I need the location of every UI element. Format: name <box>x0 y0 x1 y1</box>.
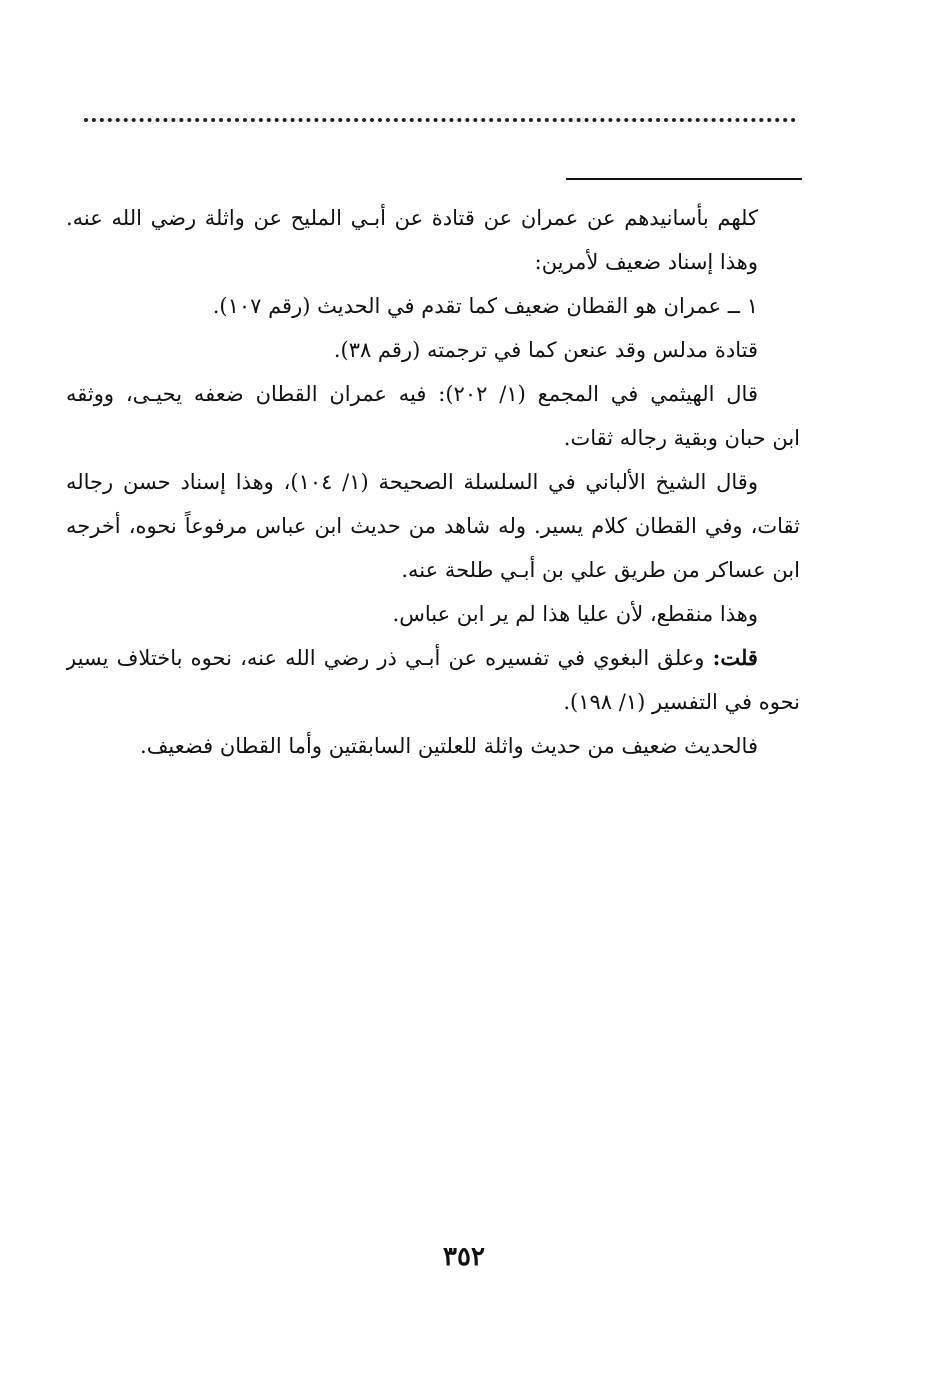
paragraph-2-line-1: وهذا إسناد ضعيف لأمرين: <box>534 250 758 274</box>
footnote-body <box>66 196 800 768</box>
paragraph-8-line-2: نحوه في التفسير (١/ ١٩٨). <box>563 690 800 714</box>
qultu-lead: قلت: <box>712 645 758 670</box>
paragraph-6-line-2: ثقات، وفي القطان كلام يسير. وله شاهد من حديث ابن عباس مرفوعاً نحوه، أخرجه <box>66 514 800 538</box>
paragraph-1-line-1: كلهم بأسانيدهم عن عمران عن قتادة عن أبـي المليح عن واثلة رضي الله عنه. <box>66 206 758 230</box>
paragraph-8-line-1-text: وعلق البغوي في تفسيره عن أبـي ذر رضي الله عنه، نحوه باختلاف يسير <box>66 646 705 670</box>
paragraph-7-line-1: وهذا منقطع، لأن عليا هذا لم ير ابن عباس. <box>392 602 758 626</box>
paragraph-9-line-1: فالحديث ضعيف من حديث واثلة للعلتين السابقتين وأما القطان فضعيف. <box>140 734 758 758</box>
page-number: ٣٥٢ <box>443 1242 485 1272</box>
paragraph-5-line-2: ابن حبان وبقية رجاله ثقات. <box>563 426 800 450</box>
paragraph-4-line-1: قتادة مدلس وقد عنعن كما في ترجمته (رقم ٣٨). <box>333 338 758 362</box>
paragraph-5-line-1: قال الهيثمي في المجمع (١/ ٢٠٢): فيه عمران القطان ضعفه يحيـى، ووثقه <box>66 382 758 406</box>
paragraph-6-line-1: وقال الشيخ الألباني في السلسلة الصحيحة (١/ ١٠٤)، وهذا إسناد حسن رجاله <box>66 470 758 494</box>
paragraph-8-line-1 <box>66 636 800 680</box>
paragraph-3-line-1: ١ ــ عمران هو القطان ضعيف كما تقدم في الحديث (رقم ١٠٧). <box>212 294 758 318</box>
paragraph-6-line-3: ابن عساكر من طريق علي بن أبـي طلحة عنه. <box>401 558 800 582</box>
dotted-separator <box>84 118 796 122</box>
footnote-separator-line <box>566 178 802 180</box>
